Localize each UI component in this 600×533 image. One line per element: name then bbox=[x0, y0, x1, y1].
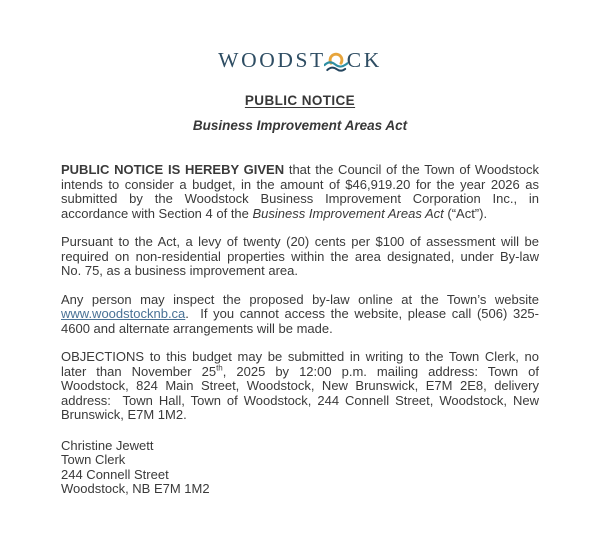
public-notice-title: PUBLIC NOTICE bbox=[244, 93, 356, 108]
paragraph-1-end: (“Act”). bbox=[443, 205, 488, 221]
notice-paragraph-2: Pursuant to the Act, a levy of twenty (20) cents per $100 of assessment will be required on non-residential properties within the area designated, under By-law No. 75, as a business improvement area. bbox=[61, 234, 539, 278]
signature-name: Christine Jewett bbox=[61, 437, 154, 453]
act-name-italic: Business Improvement Areas Act bbox=[252, 205, 444, 221]
notice-paragraph-3 bbox=[61, 293, 539, 337]
notice-paragraph-1 bbox=[61, 163, 539, 221]
paragraph-4-text: OBJECTIONS to this budget may be submitted in writing to the Town Clerk, no later than November 25 bbox=[61, 349, 539, 379]
paragraph-1-text: that the Council of the Town of Woodstock intends to consider a budget, in the amount of $46,919.20 for the year 2026 as submitted by the Woodstock Business Improvement Corporation Inc., in accordance with Section 4 of the bbox=[61, 162, 539, 221]
town-website-link[interactable]: www.woodstocknb.ca bbox=[61, 306, 186, 321]
paragraph-3-text: Any person may inspect the proposed by-law online at the Town’s website bbox=[61, 291, 539, 307]
paragraph-4-end: , 2025 by 12:00 p.m. mailing address: Town of Woodstock, 824 Main Street, Woodstock, New Brunswick, E7M 2E8, delivery address: Town Hall, Town of Woodstock, 244 Connell Street, Woodstock, New Brunswick, E7M 1M2. bbox=[61, 363, 539, 422]
date-ordinal-superscript: th bbox=[216, 363, 223, 373]
act-subtitle: Business Improvement Areas Act bbox=[192, 118, 408, 133]
paragraph-3-end: . If you cannot access the website, please call (506) 325-4600 and alternate arrangements will be made. bbox=[61, 306, 539, 336]
signature-city: Woodstock, NB E7M 1M2 bbox=[61, 481, 210, 496]
logo-text-left: WOODST bbox=[218, 48, 326, 72]
signature-role: Town Clerk bbox=[61, 452, 126, 467]
notice-paragraph-4 bbox=[61, 350, 539, 423]
sun-wave-icon bbox=[324, 50, 348, 77]
woodstock-logo bbox=[61, 50, 539, 80]
signature-block bbox=[61, 439, 539, 497]
signature-street: 244 Connell Street bbox=[61, 466, 169, 482]
hereby-given-bold-text: PUBLIC NOTICE IS HEREBY GIVEN bbox=[61, 162, 285, 177]
logo-text-right: CK bbox=[346, 48, 382, 72]
